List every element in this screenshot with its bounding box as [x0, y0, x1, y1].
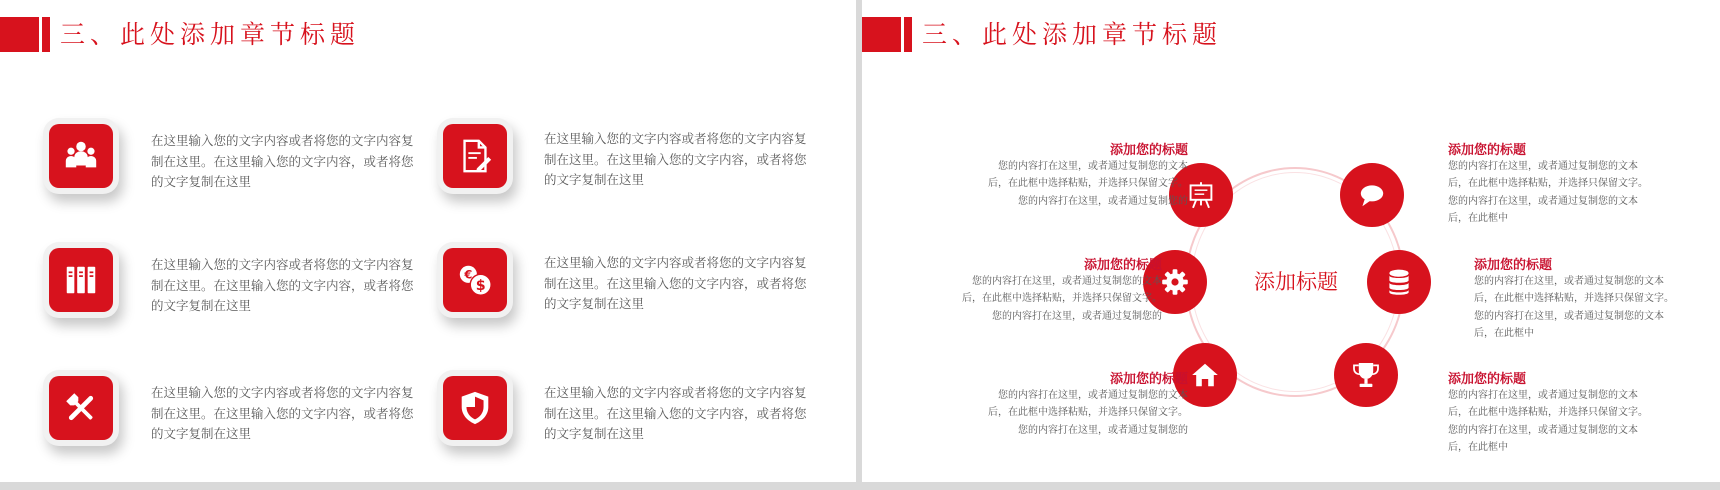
block-title: 添加您的标题 [1083, 258, 1162, 273]
database-icon [1367, 250, 1431, 314]
block-title: 添加您的标题 [1448, 372, 1527, 387]
item-text: 在这里输入您的文字内容或者将您的文字内容复制在这里。在这里输入您的文字内容，或者将您的文字复制在这里 [544, 131, 807, 187]
svg-text:$: $ [475, 277, 486, 294]
block-text: 您的内容打在这里，或者通过复制您的文本后，在此框中选择粘贴，并选择只保留文字。您的内容打在这里，或者通过复制您的 [962, 276, 1162, 322]
block-title: 添加您的标题 [1448, 143, 1527, 158]
page-title: 三、此处添加章节标题 [60, 20, 361, 49]
chat-bubble-icon [1340, 163, 1404, 227]
item-text: 在这里输入您的文字内容或者将您的文字内容复制在这里。在这里输入您的文字内容，或者将您的文字复制在这里 [151, 133, 414, 189]
block-title: 添加您的标题 [1109, 143, 1188, 158]
block-text: 您的内容打在这里，或者通过复制您的文本后，在此框中选择粘贴，并选择只保留文字。您的内容打在这里，或者通过复制您的文本后，在此框中 [1448, 390, 1648, 453]
item-text: 在这里输入您的文字内容或者将您的文字内容复制在这里。在这里输入您的文字内容，或者将您的文字复制在这里 [544, 255, 807, 311]
bookshelf-icon [49, 248, 113, 312]
dollar-exchange-icon [443, 248, 507, 312]
center-label: 添加标题 [1254, 270, 1338, 294]
document-edit-icon [443, 124, 507, 188]
block-text: 您的内容打在这里，或者通过复制您的文本后，在此框中选择粘贴，并选择只保留文字。您的内容打在这里，或者通过复制您的 [988, 161, 1188, 207]
block-text: 您的内容打在这里，或者通过复制您的文本后，在此框中选择粘贴，并选择只保留文字。您的内容打在这里，或者通过复制您的 [988, 390, 1188, 436]
shield-icon [443, 376, 507, 440]
item-text: 在这里输入您的文字内容或者将您的文字内容复制在这里。在这里输入您的文字内容，或者将您的文字复制在这里 [151, 385, 414, 441]
item-text: 在这里输入您的文字内容或者将您的文字内容复制在这里。在这里输入您的文字内容，或者将您的文字复制在这里 [151, 257, 414, 313]
header-bar [42, 17, 50, 52]
header-block [0, 17, 39, 52]
block-text: 您的内容打在这里，或者通过复制您的文本后，在此框中选择粘贴，并选择只保留文字。您的内容打在这里，或者通过复制您的文本后，在此框中 [1474, 276, 1674, 339]
team-icon [49, 124, 113, 188]
right-slide [862, 0, 1720, 482]
header-bar [904, 17, 912, 52]
svg-text:€: € [464, 267, 473, 282]
header-block [862, 17, 901, 52]
block-title: 添加您的标题 [1109, 372, 1188, 387]
tools-icon [49, 376, 113, 440]
page-title: 三、此处添加章节标题 [922, 20, 1223, 49]
left-slide [0, 0, 856, 482]
item-text: 在这里输入您的文字内容或者将您的文字内容复制在这里。在这里输入您的文字内容，或者将您的文字复制在这里 [544, 385, 807, 441]
trophy-icon [1334, 343, 1398, 407]
block-title: 添加您的标题 [1474, 258, 1553, 273]
block-text: 您的内容打在这里，或者通过复制您的文本后，在此框中选择粘贴，并选择只保留文字。您的内容打在这里，或者通过复制您的文本后，在此框中 [1448, 161, 1648, 224]
